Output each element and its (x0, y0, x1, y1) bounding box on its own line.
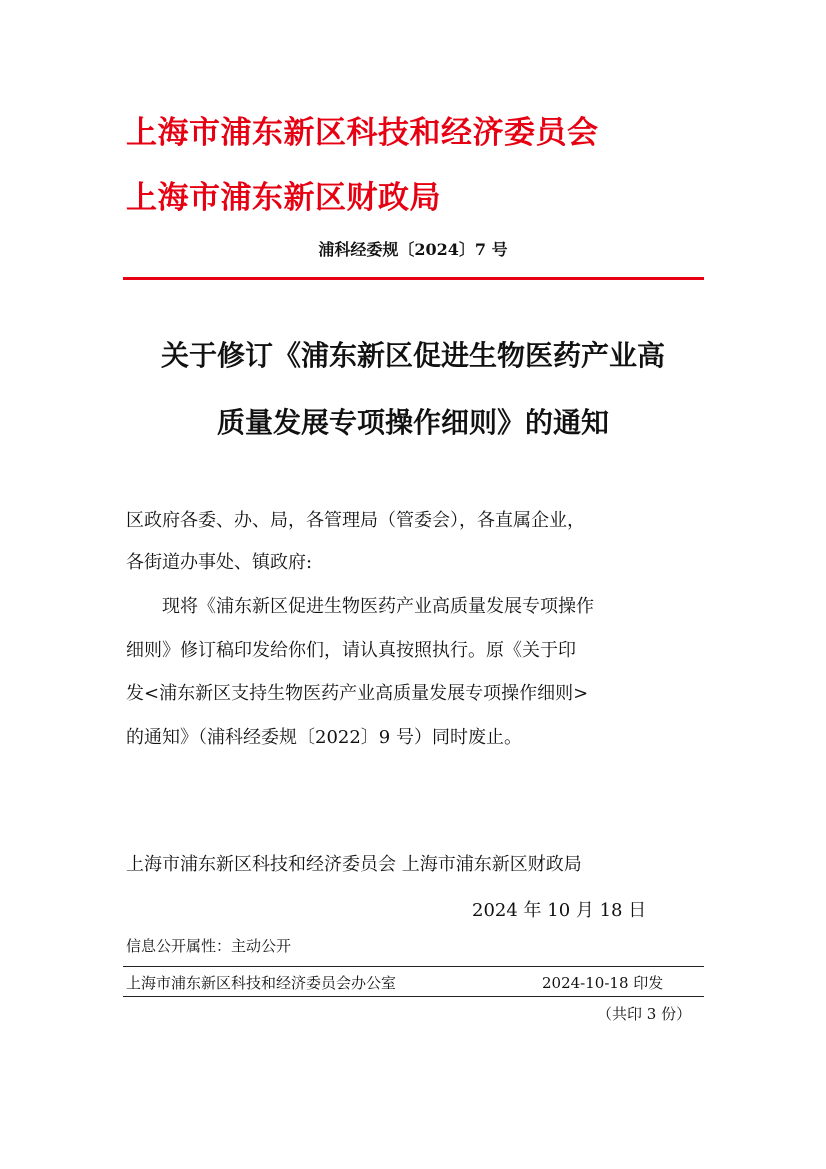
body-paragraph-line: 细则》修订稿印发给你们，请认真按照执行。原《关于印 (126, 640, 576, 661)
signing-date: 2024 年 10 月 18 日 (472, 900, 647, 921)
issuer-name-finance-bureau: 上海市浦东新区财政局 (126, 180, 441, 216)
addressee-line-1: 区政府各委、办、局，各管理局（管委会），各直属企业， (126, 510, 585, 531)
disclosure-attribute: 信息公开属性：主动公开 (126, 937, 292, 955)
footer-rule-bottom (123, 996, 704, 997)
issuing-office: 上海市浦东新区科技和经济委员会办公室 (126, 974, 397, 992)
document-number: 浦科经委规〔2024〕7 号 (318, 240, 508, 259)
body-paragraph-line: 发<浦东新区支持生物医药产业高质量发展专项操作细则> (126, 683, 589, 704)
addressee-line-2: 各街道办事处、镇政府: (126, 552, 313, 573)
document-title-line-1: 关于修订《浦东新区促进生物医药产业高 (160, 339, 665, 372)
body-paragraph-line: 的通知》（浦科经委规〔2022〕9 号）同时废止。 (126, 727, 522, 748)
footer-rule-top (123, 966, 704, 967)
issuer-name-commission: 上海市浦东新区科技和经济委员会 (126, 115, 599, 151)
red-header-rule (123, 277, 704, 280)
document-title-line-2: 质量发展专项操作细则》的通知 (216, 406, 609, 439)
print-date: 2024-10-18 印发 (542, 974, 664, 992)
signing-organizations: 上海市浦东新区科技和经济委员会 上海市浦东新区财政局 (126, 854, 582, 875)
copies-count: （共印 3 份） (597, 1005, 692, 1023)
body-paragraph-line: 现将《浦东新区促进生物医药产业高质量发展专项操作 (162, 596, 594, 617)
